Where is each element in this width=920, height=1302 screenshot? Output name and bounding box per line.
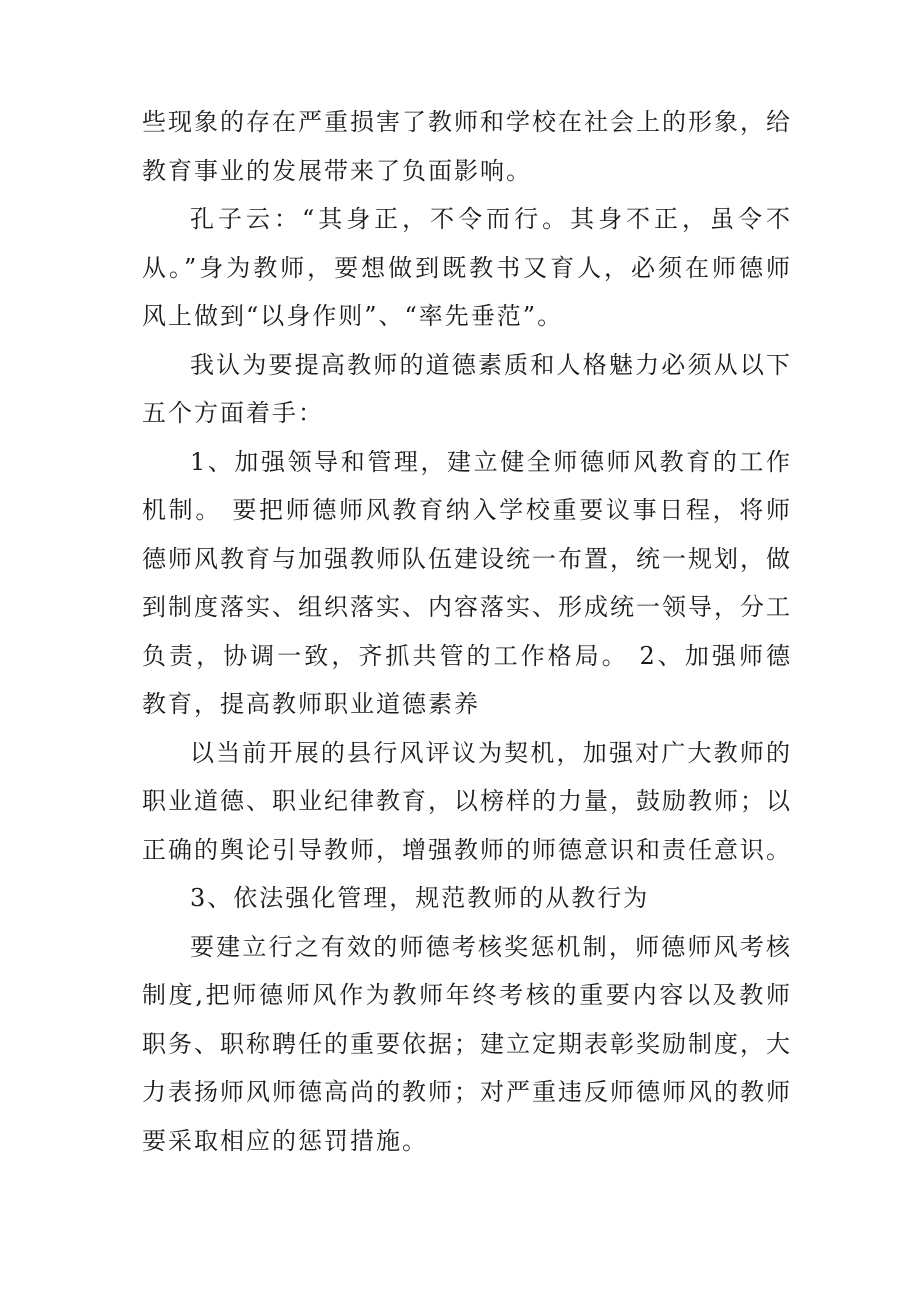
paragraph-point-2-detail: 以当前开展的县行风评议为契机，加强对广大教师的职业道德、职业纪律教育，以榜样的力量，鼓励教师；以正确的舆论引导教师，增强教师的师德意识和责任意识。 xyxy=(142,738,792,864)
paragraph-point-3-heading: 3、依法强化管理，规范教师的从教行为 xyxy=(190,884,650,912)
paragraph-point-3-detail: 要建立行之有效的师德考核奖惩机制，师德师风考核制度,把师德师风作为教师年终考核的重要内容以及教师职务、职称聘任的重要依据；建立定期表彰奖励制度，大力表扬师风师德高尚的教师；对严重违反师德师风的教师要采取相应的惩罚措施。 xyxy=(142,932,792,1155)
paragraph-confucius-quote: 孔子云：“其身正，不令而行。其身不正，虽令不从。”身为教师，要想做到既教书又育人，必须在师德师风上做到“以身作则”、“率先垂范”。 xyxy=(142,205,792,330)
paragraph-continuation: 些现象的存在严重损害了教师和学校在社会上的形象，给教育事业的发展带来了负面影响。 xyxy=(142,108,792,185)
document-body xyxy=(142,98,792,1165)
paragraph-five-aspects-intro: 我认为要提高教师的道德素质和人格魅力必须从以下五个方面着手： xyxy=(142,350,792,427)
paragraph-point-1: 1、加强领导和管理，建立健全师德师风教育的工作机制。 要把师德师风教育纳入学校重要议事日程，将师德师风教育与加强教师队伍建设统一布置，统一规划，做到制度落实、组织落实、内容落实、形成统一领导，分工负责，协调一致，齐抓共管的工作格局。 2、加强师德教育，提高教师职业道德素养 xyxy=(142,447,792,718)
